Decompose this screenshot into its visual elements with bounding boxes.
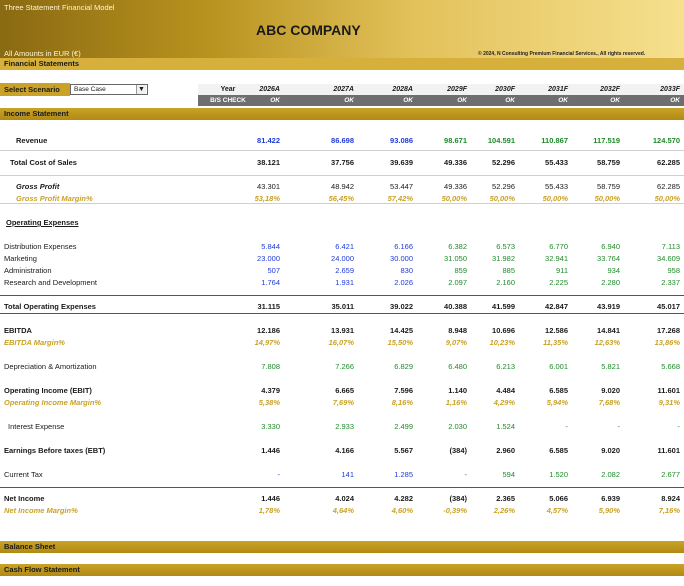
value-cell: 7.596: [394, 386, 413, 395]
value-cell: 6.213: [496, 362, 515, 371]
divider-line: [0, 313, 684, 314]
row-label: Administration: [4, 266, 52, 275]
bs-check-value-4: OK: [505, 97, 515, 104]
value-cell: 6.939: [601, 494, 620, 503]
value-cell: 56,45%: [328, 194, 354, 203]
year-header-7: 2033F: [660, 86, 680, 93]
value-cell: 14.841: [597, 326, 620, 335]
value-cell: 7.808: [261, 362, 280, 371]
value-cell: 37.756: [331, 158, 354, 167]
value-cell: 52.296: [492, 158, 515, 167]
row-label: Depreciation & Amortization: [4, 362, 97, 371]
value-cell: 12,63%: [594, 338, 620, 347]
value-cell: 2.160: [496, 278, 515, 287]
row-tax: [0, 469, 684, 481]
value-cell: 2.365: [496, 494, 515, 503]
value-cell: 58.759: [597, 182, 620, 191]
value-cell: 38.121: [257, 158, 280, 167]
value-cell: 7,16%: [658, 506, 680, 515]
row-marketing: [0, 253, 684, 265]
value-cell: 5,94%: [546, 398, 568, 407]
value-cell: 5.844: [261, 242, 280, 251]
value-cell: 50,00%: [542, 194, 568, 203]
value-cell: 13,86%: [654, 338, 680, 347]
value-cell: 43.301: [257, 182, 280, 191]
value-cell: 9.020: [601, 386, 620, 395]
value-cell: 13.931: [331, 326, 354, 335]
company-name: ABC COMPANY: [256, 22, 361, 38]
year-label: Year: [220, 86, 236, 93]
value-cell: 30.000: [390, 254, 413, 263]
value-cell: 934: [607, 266, 620, 275]
value-cell: 31.050: [444, 254, 467, 263]
value-cell: 2.082: [601, 470, 620, 479]
value-cell: 2.659: [335, 266, 354, 275]
value-cell: 39.022: [390, 302, 413, 311]
value-cell: 6.001: [549, 362, 568, 371]
value-cell: -: [277, 470, 280, 479]
financial-statements-bar: Financial Statements: [0, 58, 684, 70]
value-cell: 43.919: [597, 302, 620, 311]
bs-check-value-5: OK: [558, 97, 568, 104]
cash-flow-bar: Cash Flow Statement: [0, 564, 684, 576]
value-cell: 11,35%: [543, 338, 568, 347]
row-label: Net Income Margin%: [4, 506, 78, 515]
value-cell: 34.609: [657, 254, 680, 263]
value-cell: -: [677, 422, 680, 431]
value-cell: 859: [454, 266, 467, 275]
row-label: EBITDA Margin%: [4, 338, 65, 347]
bs-check-value-1: OK: [344, 97, 354, 104]
divider-line: [0, 203, 684, 204]
value-cell: 2.280: [601, 278, 620, 287]
bs-check-label: B/S CHECK: [210, 97, 246, 104]
model-title: Three Statement Financial Model: [4, 3, 115, 12]
value-cell: 4.484: [496, 386, 515, 395]
row-ebitda: [0, 325, 684, 337]
value-cell: 31.115: [257, 302, 280, 311]
value-cell: 885: [502, 266, 515, 275]
value-cell: 86.698: [331, 136, 354, 145]
value-cell: 32.941: [545, 254, 568, 263]
value-cell: 4,60%: [391, 506, 413, 515]
row-interest: [0, 421, 684, 433]
value-cell: 49.336: [444, 158, 467, 167]
row-label: Distribution Expenses: [4, 242, 77, 251]
dropdown-arrow-icon[interactable]: ▼: [136, 85, 146, 94]
value-cell: -: [565, 422, 568, 431]
value-cell: 6.585: [549, 446, 568, 455]
value-cell: 50,00%: [489, 194, 515, 203]
value-cell: 16,07%: [328, 338, 354, 347]
row-label: EBITDA: [4, 326, 32, 335]
value-cell: 49.336: [444, 182, 467, 191]
value-cell: 6.940: [601, 242, 620, 251]
row-rnd: [0, 277, 684, 289]
value-cell: 2.026: [394, 278, 413, 287]
row-label: Marketing: [4, 254, 37, 263]
value-cell: 4.282: [394, 494, 413, 503]
row-label: Total Operating Expenses: [4, 302, 96, 311]
row-da: [0, 361, 684, 373]
value-cell: 7,69%: [332, 398, 354, 407]
scenario-dropdown[interactable]: [70, 84, 148, 95]
value-cell: 7.113: [661, 242, 680, 251]
value-cell: 52.296: [492, 182, 515, 191]
value-cell: 6.421: [335, 242, 354, 251]
bs-check-row: [198, 95, 684, 106]
row-label: Total Cost of Sales: [10, 158, 77, 167]
value-cell: 58.759: [597, 158, 620, 167]
value-cell: 5.821: [601, 362, 620, 371]
row-ebitda-margin: [0, 337, 684, 349]
value-cell: 8.924: [661, 494, 680, 503]
value-cell: 40.388: [444, 302, 467, 311]
value-cell: 23.000: [257, 254, 280, 263]
year-header-5: 2031F: [548, 86, 568, 93]
value-cell: 1,16%: [445, 398, 467, 407]
value-cell: 2.933: [335, 422, 354, 431]
value-cell: 24.000: [331, 254, 354, 263]
value-cell: -: [464, 470, 467, 479]
value-cell: 830: [400, 266, 413, 275]
value-cell: 6.573: [496, 242, 515, 251]
value-cell: 1.446: [261, 494, 280, 503]
value-cell: 1.764: [261, 278, 280, 287]
scenario-value: Base Case: [74, 86, 106, 93]
value-cell: 124.570: [652, 136, 680, 145]
value-cell: (384): [449, 494, 467, 503]
divider-line: [0, 487, 684, 488]
value-cell: 2.499: [394, 422, 413, 431]
value-cell: 12.186: [257, 326, 280, 335]
row-net-margin: [0, 505, 684, 517]
row-opex-header: [0, 217, 684, 229]
copyright-text: © 2024, N Consulting Premium Financial Services., All rights reserved.: [478, 51, 646, 57]
value-cell: 48.942: [331, 182, 354, 191]
value-cell: 50,00%: [654, 194, 680, 203]
row-label: Operating Income (EBIT): [4, 386, 92, 395]
value-cell: 6.382: [448, 242, 467, 251]
value-cell: 2.030: [448, 422, 467, 431]
value-cell: 10.696: [492, 326, 515, 335]
value-cell: 5.066: [549, 494, 568, 503]
value-cell: 55.433: [545, 182, 568, 191]
year-header-2: 2028A: [392, 86, 413, 93]
value-cell: 62.285: [657, 182, 680, 191]
row-gross-profit: [0, 181, 684, 193]
title-banner: [0, 0, 684, 58]
value-cell: 39.639: [390, 158, 413, 167]
bs-check-value-0: OK: [270, 97, 280, 104]
value-cell: 53.447: [390, 182, 413, 191]
value-cell: 1.285: [394, 470, 413, 479]
value-cell: 81.422: [257, 136, 280, 145]
divider-line: [0, 150, 684, 151]
value-cell: 4.024: [335, 494, 354, 503]
value-cell: 53,18%: [254, 194, 280, 203]
value-cell: 958: [667, 266, 680, 275]
value-cell: 1.140: [448, 386, 467, 395]
value-cell: 2.337: [661, 278, 680, 287]
value-cell: -: [617, 422, 620, 431]
row-net-income: [0, 493, 684, 505]
value-cell: 6.480: [448, 362, 467, 371]
row-label: Gross Profit Margin%: [16, 194, 93, 203]
value-cell: 6.829: [394, 362, 413, 371]
value-cell: 1.446: [261, 446, 280, 455]
value-cell: 5,90%: [598, 506, 620, 515]
divider-line: [0, 295, 684, 296]
row-label: Revenue: [16, 136, 48, 145]
value-cell: 35.011: [331, 302, 354, 311]
row-label: Current Tax: [4, 470, 43, 479]
row-revenue: [0, 135, 684, 147]
value-cell: 2.677: [661, 470, 680, 479]
value-cell: 31.982: [492, 254, 515, 263]
value-cell: 3.330: [261, 422, 280, 431]
bs-check-value-3: OK: [457, 97, 467, 104]
value-cell: 12.586: [545, 326, 568, 335]
value-cell: 15,50%: [387, 338, 413, 347]
value-cell: 50,00%: [441, 194, 467, 203]
currency-note: All Amounts in EUR (€): [4, 49, 81, 58]
value-cell: 4,64%: [332, 506, 354, 515]
value-cell: 1.524: [496, 422, 515, 431]
row-label: Gross Profit: [16, 182, 60, 191]
value-cell: 7,68%: [598, 398, 620, 407]
value-cell: 110.867: [541, 136, 568, 145]
scenario-label: Select Scenario: [0, 83, 70, 96]
row-label: Research and Development: [4, 278, 97, 287]
value-cell: 8.948: [448, 326, 467, 335]
row-ebit: [0, 385, 684, 397]
year-header-4: 2030F: [495, 86, 515, 93]
balance-sheet-bar: Balance Sheet: [0, 541, 684, 553]
value-cell: 8,16%: [391, 398, 413, 407]
row-label: Net Income: [4, 494, 45, 503]
year-header-1: 2027A: [333, 86, 354, 93]
value-cell: 9.020: [601, 446, 620, 455]
value-cell: 5.668: [661, 362, 680, 371]
value-cell: 2.097: [448, 278, 467, 287]
value-cell: 5.567: [394, 446, 413, 455]
value-cell: 104.591: [487, 136, 515, 145]
value-cell: 4.166: [335, 446, 354, 455]
value-cell: 11.601: [657, 446, 680, 455]
value-cell: 2.225: [549, 278, 568, 287]
value-cell: 6.166: [394, 242, 413, 251]
bs-check-value-6: OK: [610, 97, 620, 104]
income-statement-bar: Income Statement: [0, 108, 684, 120]
row-label: Interest Expense: [8, 422, 65, 431]
value-cell: 507: [267, 266, 280, 275]
value-cell: 1.520: [549, 470, 568, 479]
value-cell: 6.585: [549, 386, 568, 395]
value-cell: -0,39%: [443, 506, 467, 515]
value-cell: 41.599: [492, 302, 515, 311]
value-cell: 1,78%: [258, 506, 280, 515]
value-cell: 33.764: [597, 254, 620, 263]
value-cell: 594: [502, 470, 515, 479]
value-cell: 93.086: [390, 136, 413, 145]
value-cell: 42.847: [545, 302, 568, 311]
value-cell: 62.285: [657, 158, 680, 167]
value-cell: 6.665: [335, 386, 354, 395]
value-cell: 9,07%: [445, 338, 467, 347]
value-cell: 5,38%: [258, 398, 280, 407]
value-cell: 2.960: [496, 446, 515, 455]
row-label: Operating Income Margin%: [4, 398, 102, 407]
bs-check-value-2: OK: [403, 97, 413, 104]
value-cell: 10,23%: [489, 338, 515, 347]
year-header-6: 2032F: [600, 86, 620, 93]
value-cell: 2,26%: [493, 506, 515, 515]
value-cell: 55.433: [545, 158, 568, 167]
value-cell: 4,29%: [493, 398, 515, 407]
value-cell: 1.931: [335, 278, 354, 287]
row-administration: [0, 265, 684, 277]
value-cell: 57,42%: [387, 194, 413, 203]
year-header-0: 2026A: [259, 86, 280, 93]
value-cell: 14,97%: [254, 338, 280, 347]
year-header-3: 2029F: [447, 86, 467, 93]
value-cell: 911: [556, 266, 568, 275]
value-cell: 4,57%: [546, 506, 568, 515]
row-ebt: [0, 445, 684, 457]
row-label: Earnings Before taxes (EBT): [4, 446, 106, 455]
value-cell: 98.671: [444, 136, 467, 145]
value-cell: 9,31%: [658, 398, 680, 407]
value-cell: 17.268: [657, 326, 680, 335]
value-cell: 6.770: [549, 242, 568, 251]
value-cell: 14.425: [390, 326, 413, 335]
row-ebit-margin: [0, 397, 684, 409]
row-label: Operating Expenses: [6, 218, 79, 227]
value-cell: (384): [449, 446, 467, 455]
bs-check-value-7: OK: [670, 97, 680, 104]
value-cell: 7.266: [335, 362, 354, 371]
year-header-row: [198, 84, 684, 95]
value-cell: 50,00%: [594, 194, 620, 203]
row-distribution: [0, 241, 684, 253]
value-cell: 117.519: [593, 136, 620, 145]
row-cost-of-sales: [0, 157, 684, 169]
value-cell: 4.379: [261, 386, 280, 395]
divider-line: [0, 175, 684, 176]
value-cell: 11.601: [657, 386, 680, 395]
value-cell: 45.017: [657, 302, 680, 311]
row-total-opex: [0, 301, 684, 313]
value-cell: 141: [341, 470, 354, 479]
